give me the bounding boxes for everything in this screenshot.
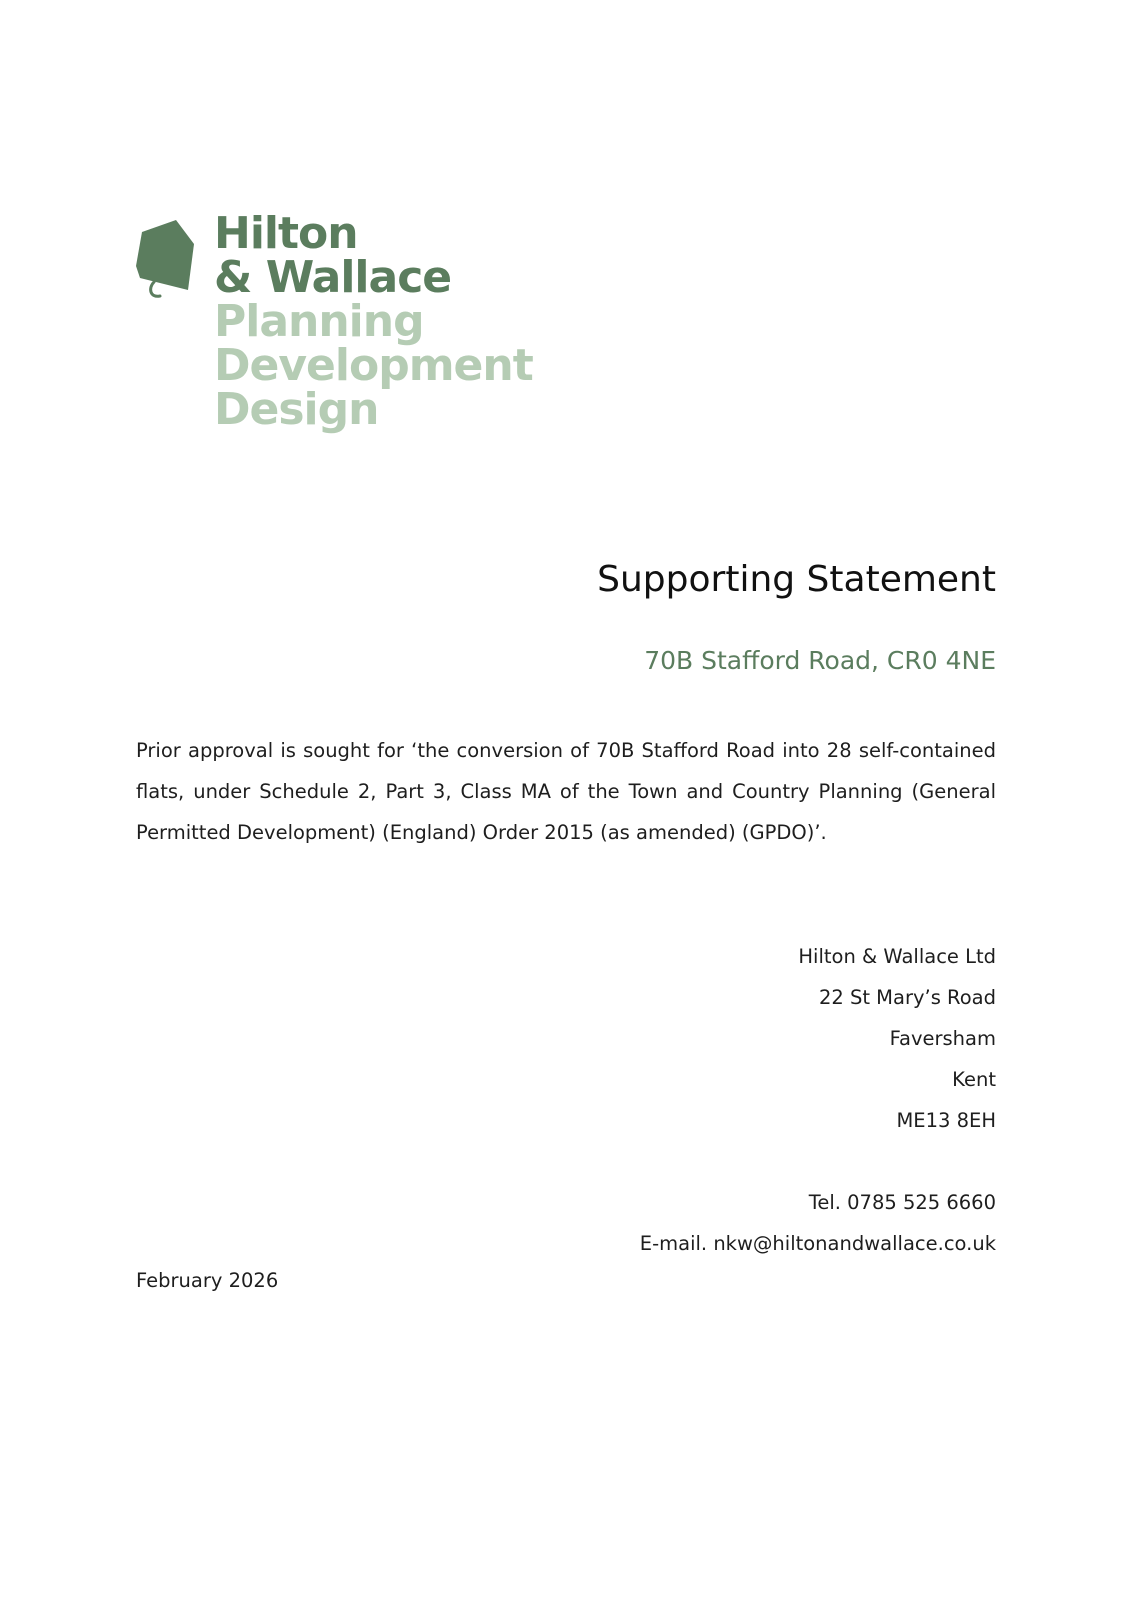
address-town: Faversham — [889, 1027, 996, 1050]
address-spacer — [640, 1141, 996, 1182]
document-date: February 2026 — [136, 1269, 279, 1292]
contact-email[interactable]: E-mail. nkw@hiltonandwallace.co.uk — [639, 1232, 996, 1255]
intro-paragraph: Prior approval is sought for ‘the conversion of 70B Stafford Road into 28 self-contained flats, under Schedule 2, Part 3, Class MA of the Town and Country Planning (General Permitted Development) (England) Order 2015 (as amended) (GPDO)’. — [136, 739, 996, 844]
house-outline-icon — [136, 218, 198, 302]
logo-line-wallace: & Wallace — [214, 252, 452, 303]
logo-wordmark — [214, 208, 533, 435]
contact-block — [640, 936, 996, 1264]
address-street: 22 St Mary’s Road — [818, 986, 996, 1009]
logo-line-hilton: Hilton — [214, 208, 358, 259]
address-postcode: ME13 8EH — [896, 1109, 996, 1132]
logo-line-design: Design — [214, 384, 379, 435]
site-address-subtitle: 70B Stafford Road, CR0 4NE — [644, 646, 996, 675]
document-title: Supporting Statement — [597, 559, 996, 600]
logo-line-development: Development — [214, 340, 533, 391]
company-name: Hilton & Wallace Ltd — [798, 945, 996, 968]
logo-line-planning: Planning — [214, 296, 424, 347]
contact-telephone: Tel. 0785 525 6660 — [808, 1191, 996, 1214]
company-logo — [136, 208, 556, 452]
address-county: Kent — [952, 1068, 996, 1091]
